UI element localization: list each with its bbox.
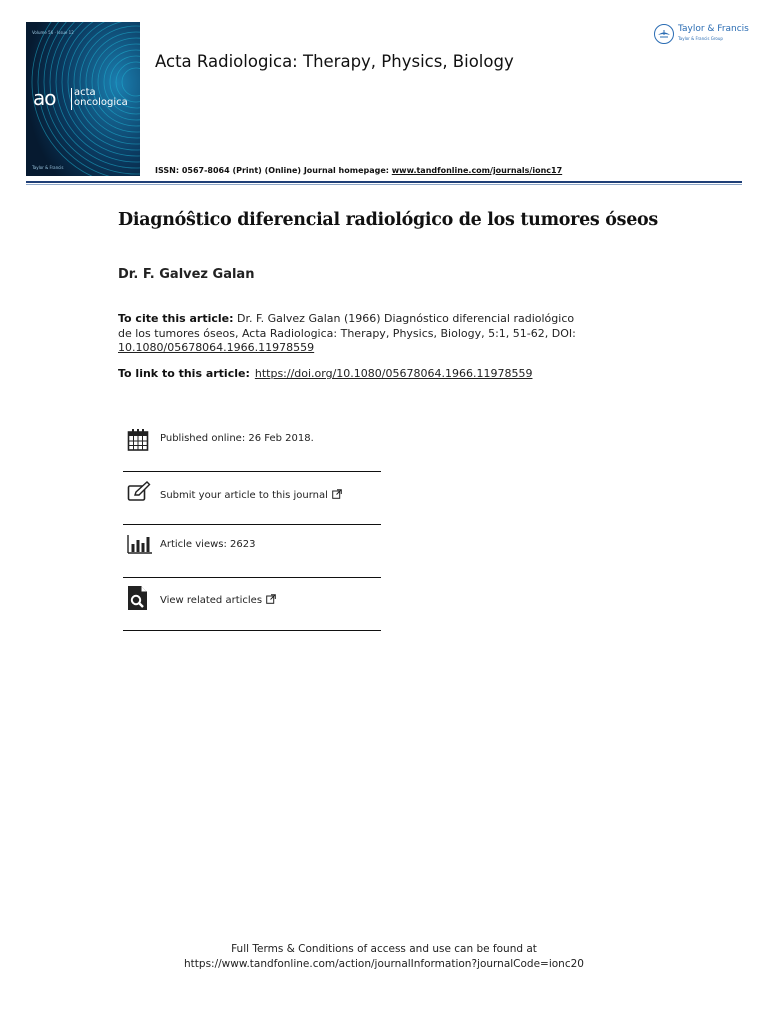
footer xyxy=(0,942,768,972)
header-rule-thin xyxy=(26,184,742,185)
submit-article-link[interactable] xyxy=(160,489,342,501)
journal-title: Acta Radiologica: Therapy, Physics, Biology xyxy=(155,52,514,71)
bar-chart-icon xyxy=(127,534,153,554)
cite-label: To cite this article: xyxy=(118,312,234,325)
footer-terms-link[interactable]: https://www.tandfonline.com/action/journalInformation?journalCode=ionc20 xyxy=(184,958,584,970)
info-separator xyxy=(123,630,381,631)
cover-logo-text xyxy=(74,88,128,108)
publisher-logo[interactable] xyxy=(654,22,749,48)
article-author: Dr. F. Galvez Galan xyxy=(118,267,255,282)
article-views-text: Article views: 2623 xyxy=(160,539,256,550)
publisher-name: Taylor & Francis xyxy=(678,24,749,34)
submit-article-text: Submit your article to this journal xyxy=(160,490,328,501)
footer-terms-text: Full Terms & Conditions of access and use can be found at xyxy=(231,943,537,955)
issn-line xyxy=(155,166,562,175)
cite-line1: Dr. F. Galvez Galan (1966) Diagnóstico diferencial radiológico xyxy=(233,312,575,325)
info-separator xyxy=(123,524,381,525)
cover-issue-text: Volume 56 · Issue 12 xyxy=(32,30,74,35)
citation-block xyxy=(118,312,588,356)
header-rule xyxy=(26,181,742,183)
related-articles-link[interactable] xyxy=(160,594,276,606)
cover-logo-mark: ao xyxy=(33,86,56,110)
edit-icon xyxy=(127,481,151,503)
publisher-subname: Taylor & Francis Group xyxy=(678,36,723,41)
external-link-icon xyxy=(266,594,276,604)
submit-article-row[interactable] xyxy=(123,480,381,510)
info-separator xyxy=(123,577,381,578)
related-articles-row[interactable] xyxy=(123,585,381,615)
journal-cover xyxy=(26,22,140,176)
issn-text: ISSN: 0567-8064 (Print) (Online) Journal homepage: xyxy=(155,166,392,175)
published-row xyxy=(123,428,381,454)
cover-publisher-text: Taylor & Francis xyxy=(32,165,64,170)
cover-logo-line2: oncologica xyxy=(74,97,128,108)
journal-homepage-link[interactable]: www.tandfonline.com/journals/ionc17 xyxy=(391,166,563,175)
cite-doi-link[interactable]: 10.1080/05678064.1966.11978559 xyxy=(118,341,315,354)
article-link-line xyxy=(118,367,532,380)
article-views-row xyxy=(123,534,381,558)
published-text: Published online: 26 Feb 2018. xyxy=(160,433,314,444)
external-link-icon xyxy=(332,489,342,499)
related-articles-text: View related articles xyxy=(160,595,263,606)
article-doi-link[interactable]: https://doi.org/10.1080/05678064.1966.11978559 xyxy=(254,367,533,380)
cover-logo-divider xyxy=(71,88,72,110)
info-separator xyxy=(123,471,381,472)
document-search-icon xyxy=(127,585,149,611)
cover-logo-line1: acta xyxy=(74,87,96,98)
calendar-icon xyxy=(127,428,149,452)
publisher-logo-icon xyxy=(654,24,674,44)
article-title: Diagnóŝtico diferencial radiológico de los tumores óseos xyxy=(118,210,658,230)
link-label: To link to this article: xyxy=(118,367,250,380)
cite-line2: de los tumores óseos, Acta Radiologica: Therapy, Physics, Biology, 5:1, 51-62, DOI: xyxy=(118,326,576,340)
